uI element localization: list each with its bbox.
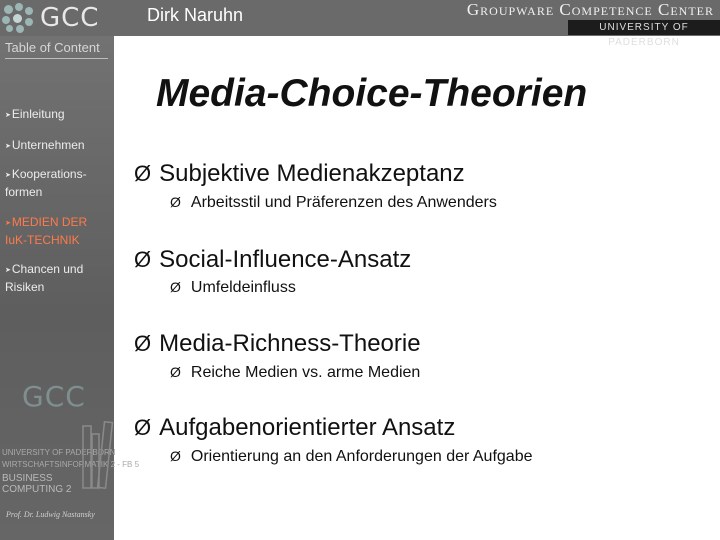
bullet-marker-icon: Ø <box>170 448 181 464</box>
bullet-marker-icon: Ø <box>134 415 152 440</box>
toc-item-label: MEDIEN DER <box>11 215 88 229</box>
arrow-icon: ➤ <box>5 143 11 150</box>
sidebar-logo-business: BUSINESS COMPUTING 2 <box>2 473 72 495</box>
brand-logo <box>438 0 720 48</box>
bullet-item <box>134 160 465 188</box>
brand-subtitle: UNIVERSITY OF PADERBORN <box>568 20 720 35</box>
gcc-logo-text: GCC <box>40 3 100 33</box>
toc-item-unternehmen[interactable] <box>5 137 85 155</box>
bullet-marker-icon: Ø <box>134 161 152 186</box>
toc-item-chancen-und-risiken[interactable] <box>5 261 83 295</box>
sub-bullet-text: Orientierung an den Anforderungen der Aufgabe <box>190 448 533 465</box>
toc-item-einleitung[interactable] <box>5 106 65 124</box>
toc-item-label: Chancen und <box>11 262 84 276</box>
bullet-item <box>134 414 455 442</box>
sub-bullet-text: Arbeitsstil und Präferenzen des Anwenders <box>190 194 497 211</box>
bullet-marker-icon: Ø <box>170 194 181 210</box>
professor-name: Prof. Dr. Ludwig Nastansky <box>6 510 95 519</box>
sidebar-logo-department: WIRTSCHAFTSINFORMATIK 2 - FB 5 <box>2 460 140 469</box>
toc-item-label: Kooperations- <box>11 167 87 181</box>
arrow-icon: ➤ <box>5 220 11 227</box>
bullet-marker-icon: Ø <box>134 247 152 272</box>
arrow-icon: ➤ <box>5 112 11 119</box>
books-icon <box>80 420 114 500</box>
bullet-marker-icon: Ø <box>170 279 181 295</box>
bullet-marker-icon: Ø <box>170 364 181 380</box>
gcc-dots-icon <box>2 3 36 33</box>
toc-item-label: Unternehmen <box>11 138 85 152</box>
bullet-text: Aufgabenorientierter Ansatz <box>159 414 456 441</box>
slide-title: Media-Choice-Theorien <box>156 72 588 115</box>
sidebar-logo-university: UNIVERSITY OF PADERBORN <box>2 448 116 457</box>
gcc-logo <box>2 2 99 34</box>
bullet-text: Social-Influence-Ansatz <box>159 246 412 273</box>
toc-item-label-line2: formen <box>5 185 43 199</box>
sub-bullet-text: Reiche Medien vs. arme Medien <box>190 364 421 381</box>
toc-item-label-line2: Risiken <box>5 280 45 294</box>
toc-title: Table of Content <box>5 40 100 55</box>
brand-title: Groupware Competence Center <box>466 0 714 19</box>
toc-item-kooperationsformen[interactable] <box>5 166 87 200</box>
toc-item-label-line2: IuK-TECHNIK <box>5 233 80 247</box>
sub-bullet-item <box>170 448 532 466</box>
bullet-marker-icon: Ø <box>134 331 152 356</box>
bullet-text: Media-Richness-Theorie <box>159 330 421 357</box>
toc-divider <box>5 58 108 59</box>
toc-item-label: Einleitung <box>11 107 65 121</box>
toc-item-medien-der-iuk-technik[interactable] <box>5 214 87 248</box>
bullet-item <box>134 330 421 358</box>
sub-bullet-item <box>170 279 296 297</box>
sub-bullet-item <box>170 194 497 212</box>
author-name: Dirk Naruhn <box>147 5 244 25</box>
arrow-icon: ➤ <box>5 267 11 274</box>
arrow-icon: ➤ <box>5 172 11 179</box>
bullet-item <box>134 246 411 274</box>
sub-bullet-text: Umfeldeinfluss <box>190 279 296 296</box>
sidebar-logo-gcc: GCC <box>22 380 86 413</box>
sub-bullet-item <box>170 364 420 382</box>
bullet-text: Subjektive Medienakzeptanz <box>159 160 465 187</box>
